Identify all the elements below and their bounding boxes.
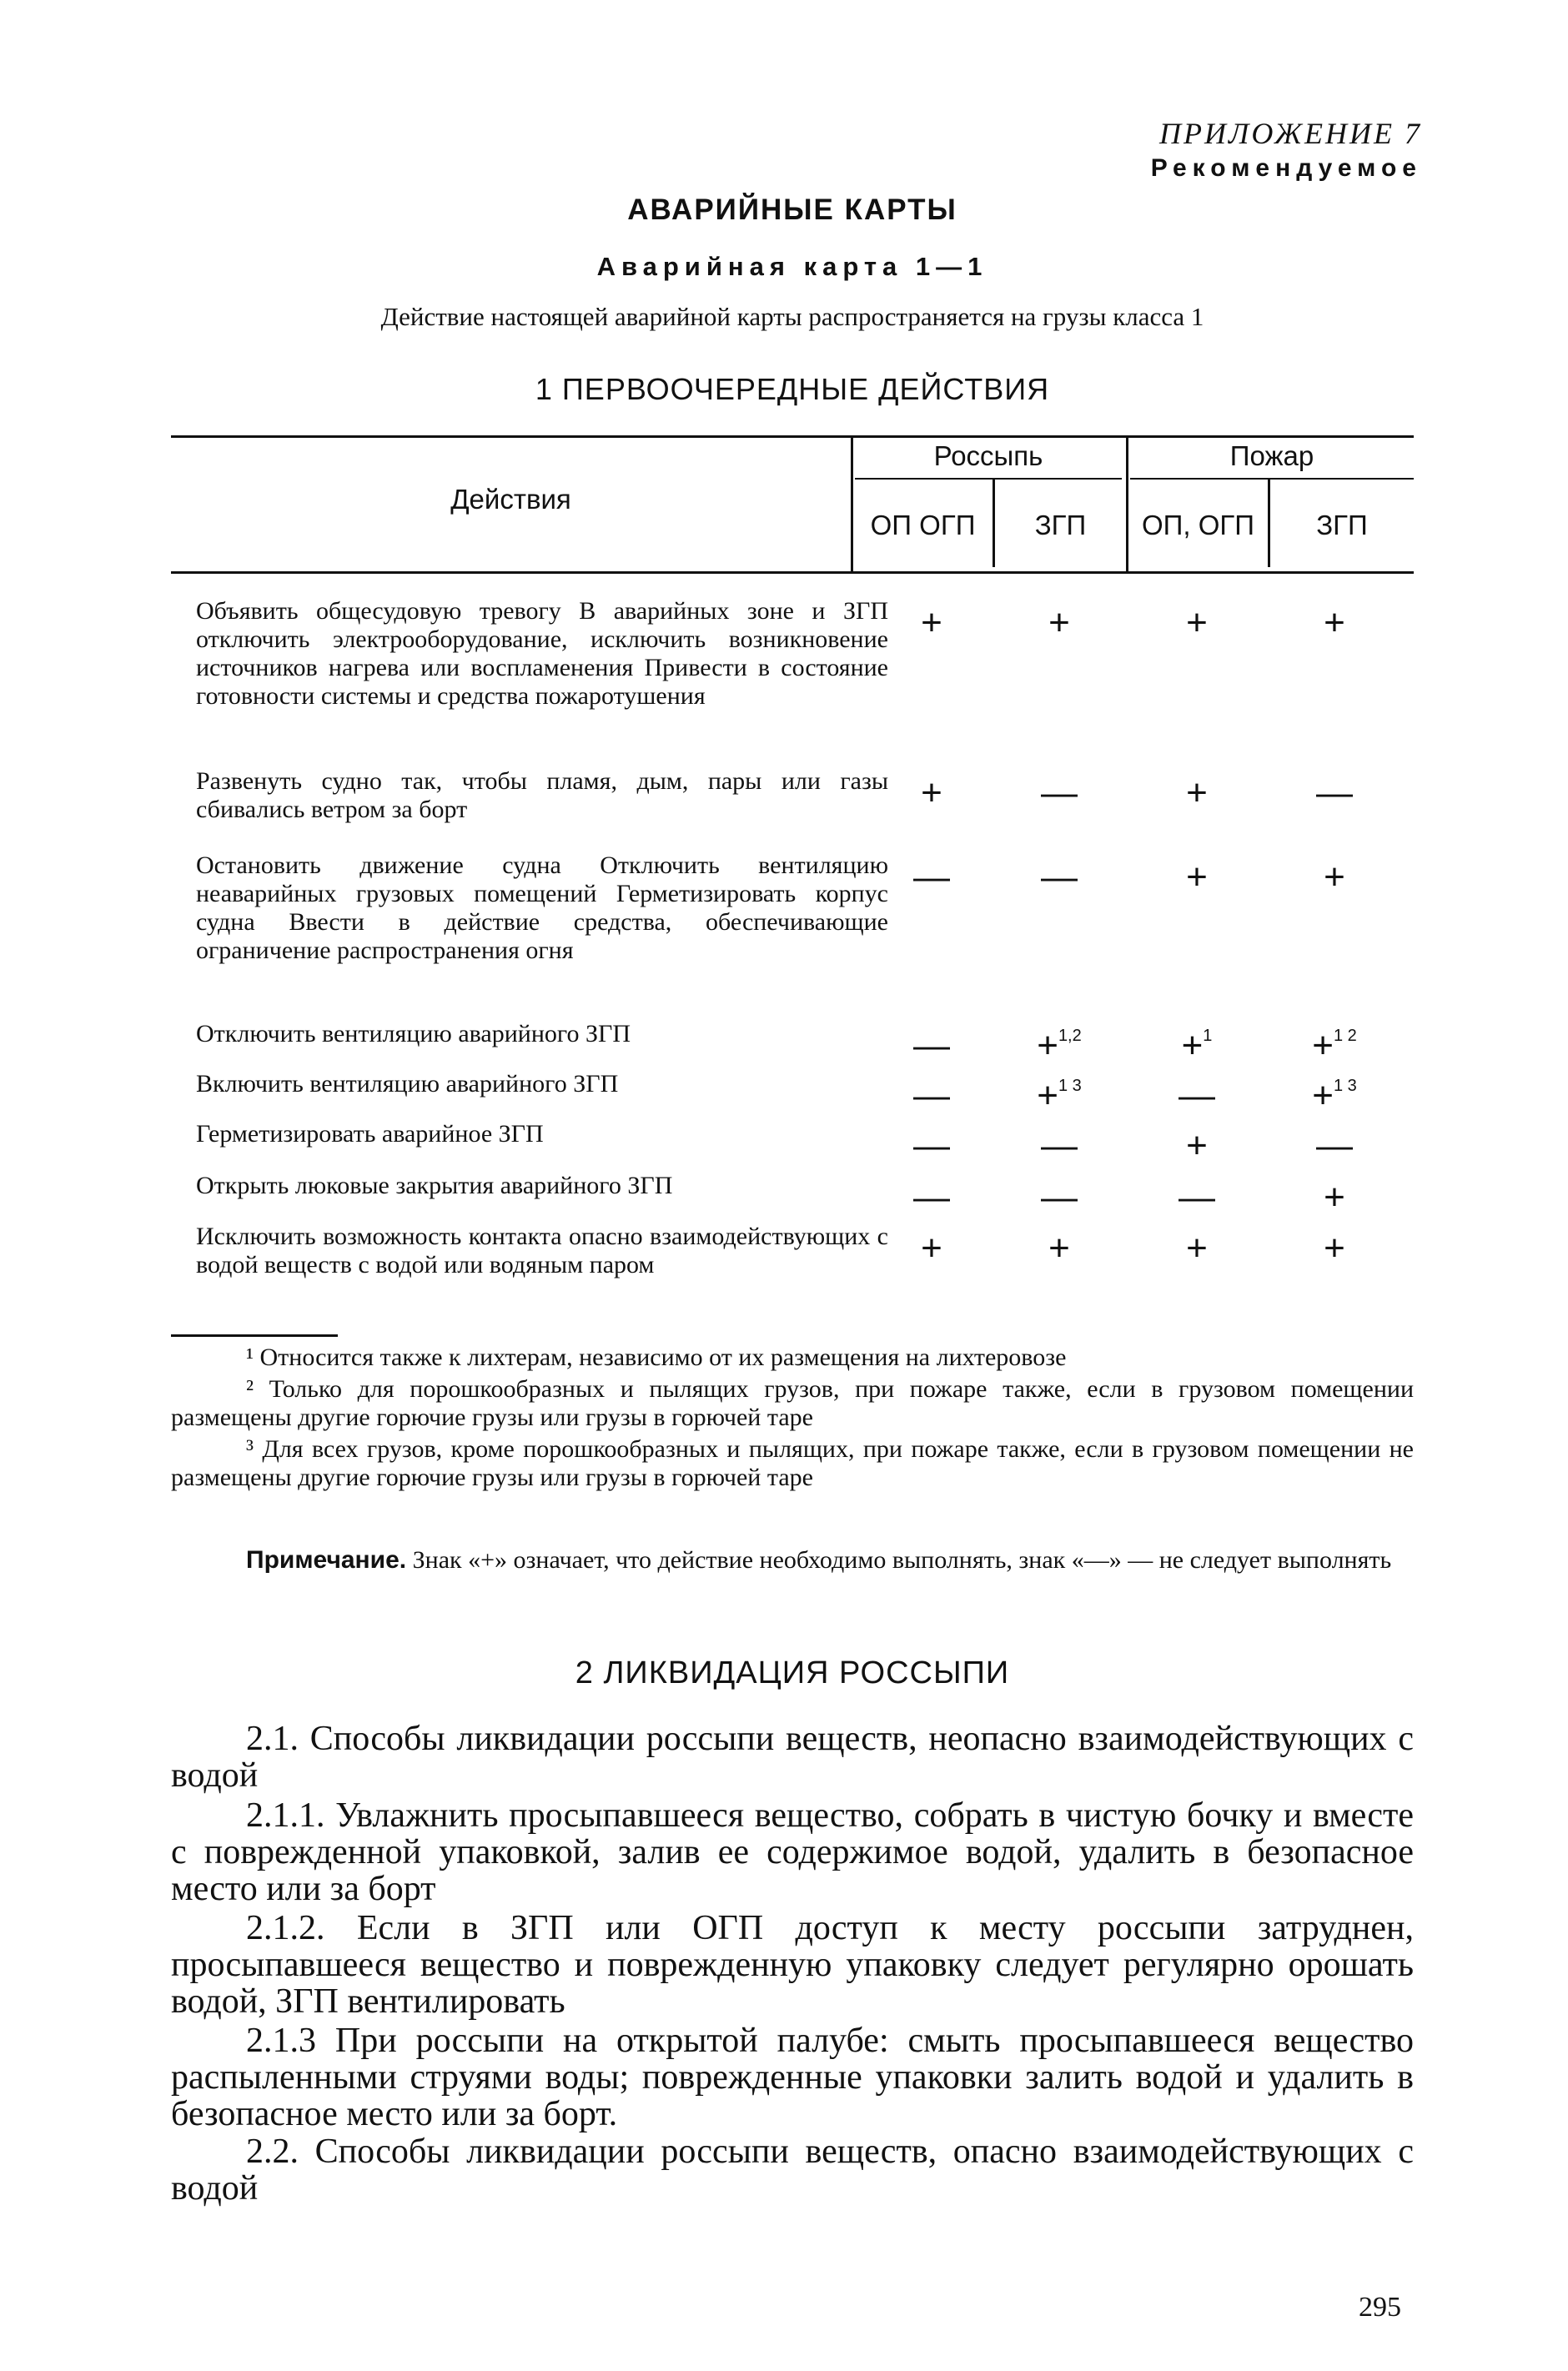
table-cell-mark: — [1041,1177,1078,1218]
table-cell-mark: — [1316,1125,1353,1166]
fire-group-header: Пожар [1229,440,1314,471]
table-cell-mark: +$^{1 3}$ [1312,1075,1357,1116]
spill-group-header: Россыпь [933,440,1043,471]
table-cell-mark: — [1041,856,1078,897]
fire-zgp-header: ЗГП [1316,510,1368,540]
table-vline [1126,438,1128,571]
table-cell-mark: + [921,1228,942,1268]
table-row-action: Объявить общесудовую тревогу В аварийных зоне и ЗГП отключить электрооборудование, исключить возникновение источников нагрева или воспламенения Привести в состояние готовности системы и средства пожаротушения [196,597,888,710]
table-cell-mark: + [1186,772,1208,813]
table-cell-mark: — [913,1075,950,1116]
note-label: Примечание. [246,1546,407,1574]
fire-group-rule [1130,478,1414,480]
table-cell-mark: + [921,772,942,813]
spill-op-ogp-header: ОП ОГП [870,510,976,540]
table-row-action: Исключить возможность контакта опасно взаимодействующих с водой веществ с водой или водяным паром [196,1223,888,1278]
col-actions-header: Действия [450,484,571,515]
table-cell-mark: +$^{1,2}$ [1037,1025,1082,1066]
appendix-block [1151,115,1422,185]
table-cell-mark: + [1186,1228,1208,1268]
appendix-title: ПРИЛОЖЕНИЕ 7 [1159,117,1422,150]
paragraph: 2.1.3 При россыпи на открытой палубе: смыть просыпавшееся вещество распыленными струями воды; поврежденные упаковки залить водой и удалить в безопасное место или за борт. [171,2022,1414,2133]
section1-title: 1 ПЕРВООЧЕРЕДНЫЕ ДЕЙСТВИЯ [535,372,1050,406]
footnote: ² Только для порошкообразных и пылящих грузов, при пожаре также, если в грузовом помещении размещены другие горючие грузы или грузы в горючей таре [171,1375,1414,1431]
page-number: 295 [1359,2292,1401,2323]
main-title: АВАРИЙНЫЕ КАРТЫ [627,193,957,226]
paragraph: 2.2. Способы ликвидации россыпи веществ, опасно взаимодействующих с водой [171,2132,1414,2208]
appendix-status: Рекомендуемое [1150,154,1422,182]
footnote: ³ Для всех грузов, кроме порошкообразных и пылящих, при пожаре также, если в грузовом помещении не размещены другие горючие грузы или грузы в горючей таре [171,1435,1414,1491]
table-cell-mark: + [1186,602,1208,643]
table-cell-mark: — [913,1125,950,1166]
fire-op-ogp-header: ОП, ОГП [1142,510,1254,540]
table-row-action: Отключить вентиляцию аварийного ЗГП [196,1020,631,1047]
section2-title: 2 ЛИКВИДАЦИЯ РОССЫПИ [575,1655,1010,1690]
table-cell-mark: + [921,602,942,643]
paragraph: 2.1. Способы ликвидации россыпи веществ, неопасно взаимодействующих с водой [171,1720,1414,1795]
table-cell-mark: + [1324,602,1345,643]
table-cell-mark: + [1324,1228,1345,1268]
table-cell-mark: — [1041,1125,1078,1166]
table-header-rule [171,571,1414,574]
table-row-action: Герметизировать аварийное ЗГП [196,1120,544,1148]
table-row-action: Открыть люковые закрытия аварийного ЗГП [196,1172,673,1199]
footnote-divider [171,1334,338,1337]
table-cell-mark: + [1186,856,1208,897]
table-row-action: Остановить движение судна Отключить вентиляцию неаварийных грузовых помещений Герметизировать корпус судна Ввести в действие средства, обеспечивающие ограничение распространения огня [196,851,888,964]
scope-text: Действие настоящей аварийной карты распространяется на грузы класса 1 [380,302,1204,331]
table-row-action: Развенуть судно так, чтобы пламя, дым, пары или газы сбивались ветром за борт [196,767,888,823]
table-cell-mark: — [913,1025,950,1066]
spill-group-rule [855,478,1122,480]
table-cell-mark: + [1048,602,1070,643]
table-cell-mark: + [1186,1125,1208,1166]
table-cell-mark: +$^1$ [1181,1025,1213,1066]
footnote: ¹ Относится также к лихтерам, независимо от их размещения на лихтеровозе [246,1344,1067,1371]
table-cell-mark: — [1316,772,1353,813]
table-cell-mark: + [1324,1177,1345,1218]
table-cell-mark: — [1179,1075,1215,1116]
card-title: Аварийная карта 1—1 [596,252,988,281]
note-text: Знак «+» означает, что действие необходимо выполнять, знак «—» — не следует выполнять [412,1546,1392,1574]
table-cell-mark: — [1041,772,1078,813]
table-cell-mark: +$^{1 2}$ [1312,1025,1357,1066]
table-row-action: Включить вентиляцию аварийного ЗГП [196,1070,619,1098]
table-top-rule [171,435,1414,438]
table-cell-mark: — [1179,1177,1215,1218]
note [171,1546,1414,1575]
paragraph: 2.1.1. Увлажнить просыпавшееся вещество, собрать в чистую бочку и вместе с поврежденной упаковкой, залив ее содержимое водой, удалить в безопасное место или за борт [171,1796,1414,1908]
table-vline [851,438,853,571]
paragraph: 2.1.2. Если в ЗГП или ОГП доступ к месту россыпи затруднен, просыпавшееся вещество и поврежденную упаковку следует регулярно орошать водой, ЗГП вентилировать [171,1909,1414,2021]
table-cell-mark: + [1048,1228,1070,1268]
table-cell-mark: — [913,1177,950,1218]
table-cell-mark: + [1324,856,1345,897]
spill-zgp-header: ЗГП [1034,510,1087,540]
table-cell-mark: — [913,856,950,897]
table-cell-mark: +$^{1 3}$ [1037,1075,1082,1116]
